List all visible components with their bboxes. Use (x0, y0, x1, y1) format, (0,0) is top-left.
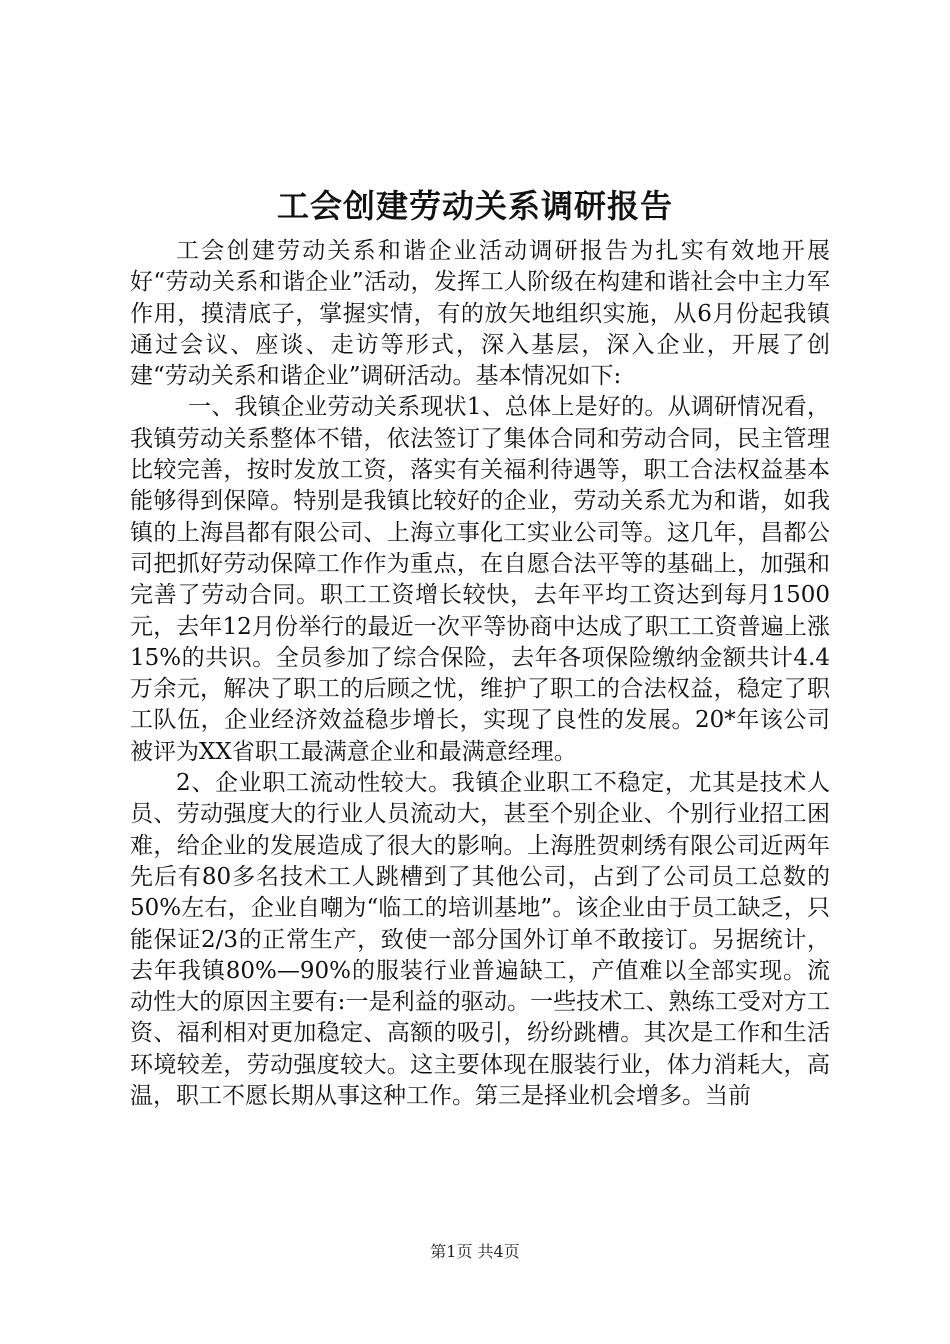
paragraph-section-1: 一、我镇企业劳动关系现状1、总体上是好的。从调研情况看，我镇劳动关系整体不错，依法签订了集体合同和劳动合同，民主管理比较完善，按时发放工资，落实有关福利待遇等，职工合法权益基本能够得到保障。特别是我镇比较好的企业，劳动关系尤为和谐，如我镇的上海昌都有限公司、上海立事化工实业公司等。这几年，昌都公司把抓好劳动保障工作作为重点，在自愿合法平等的基础上，加强和完善了劳动合同。职工工资增长较快，去年平均工资达到每月1500元，去年12月份举行的最近一次平等协商中达成了职工工资普遍上涨15%的共识。全员参加了综合保险，去年各项保险缴纳金额共计4.4万余元，解决了职工的后顾之忧，维护了职工的合法权益，稳定了职工队伍，企业经济效益稳步增长，实现了良性的发展。20*年该公司被评为XX省职工最满意企业和最满意经理。 (130, 394, 830, 765)
paragraph-section-2: 2、企业职工流动性较大。我镇企业职工不稳定，尤其是技术人员、劳动强度大的行业人员流动大，甚至个别企业、个别行业招工困难，给企业的发展造成了很大的影响。上海胜贺刺绣有限公司近两年先后有80多名技术工人跳槽到了其他公司，占到了公司员工总数的50%左右，企业自嘲为“临工的培训基地”。该企业由于员工缺乏，只能保证2/3的正常生产，致使一部分国外订单不敢接订。另据统计，去年我镇80%—90%的服装行业普遍缺工，产值难以全部实现。流动性大的原因主要有:一是利益的驱动。一些技术工、熟练工受对方工资、福利相对更加稳定、高额的吸引，纷纷跳槽。其次是工作和生活环境较差，劳动强度较大。这主要体现在服装行业，体力消耗大，高温，职工不愿长期从事这种工作。第三是择业机会增多。当前 (130, 770, 830, 1110)
document-body (130, 236, 830, 1112)
paragraph-intro: 工会创建劳动关系和谐企业活动调研报告为扎实有效地开展好“劳动关系和谐企业”活动，发挥工人阶级在构建和谐社会中主力军作用，摸清底子，掌握实情，有的放矢地组织实施，从6月份起我镇通过会议、座谈、走访等形式，深入基层，深入企业，开展了创建“劳动关系和谐企业”调研活动。基本情况如下: (130, 238, 830, 390)
page-number-footer: 第1页 共4页 (430, 1242, 520, 1261)
document-title: 工会创建劳动关系调研报告 (276, 187, 673, 225)
